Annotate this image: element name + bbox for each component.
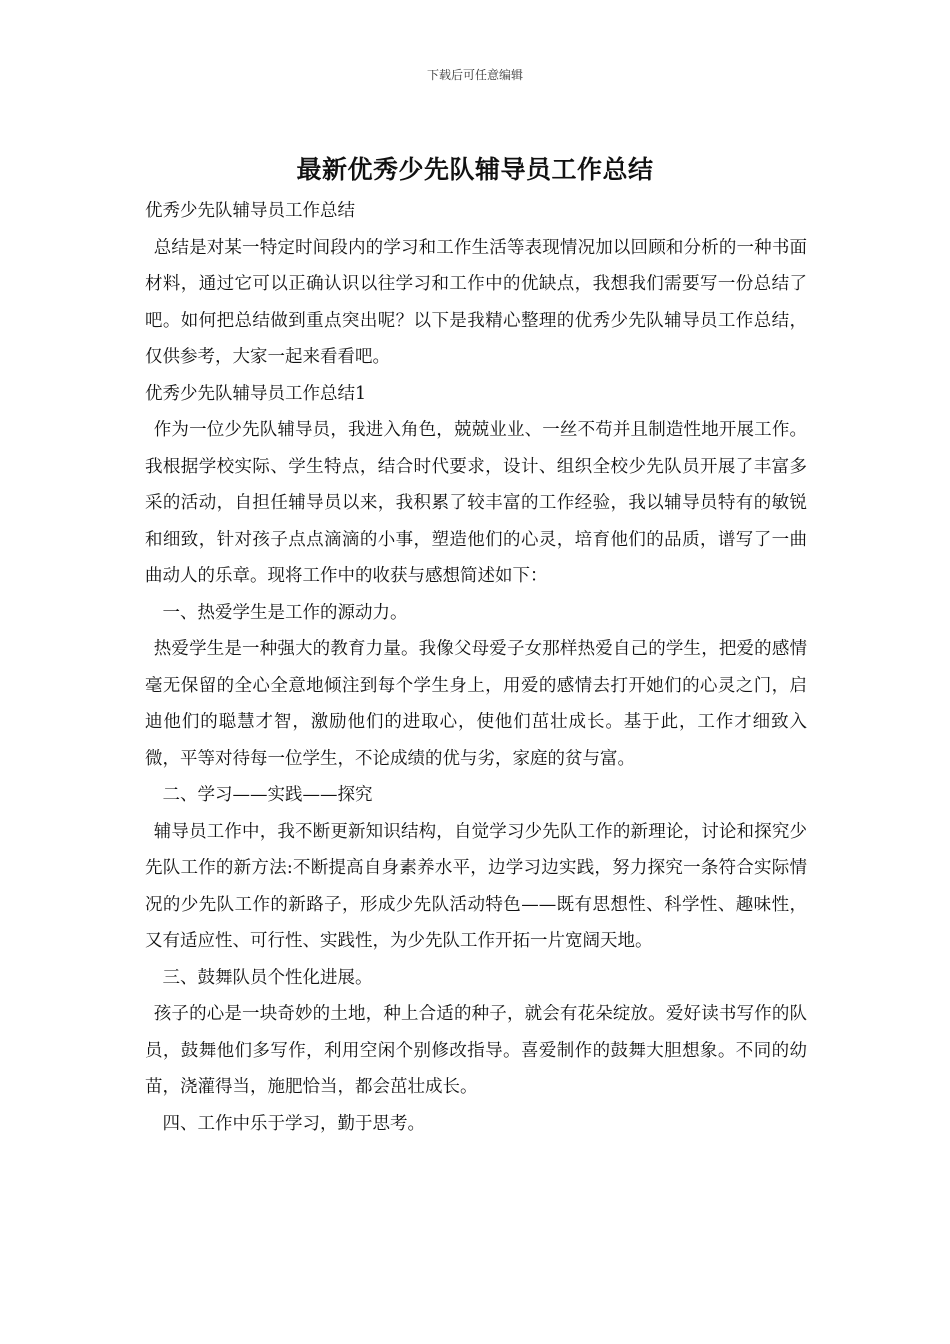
section-heading: 二、学习——实践——探究 <box>162 785 373 805</box>
section-title-1: 优秀少先队辅导员工作总结1 <box>145 383 367 404</box>
body-paragraph: 作为一位少先队辅导员，我进入角色，兢兢业业、一丝不苟并且制造性地开展工作。我根据学校实际、学生特点，结合时代要求，设计、组织全校少先队员开展了丰富多采的活动，自担任辅导员以来，我积累了较丰富的工作经验，我以辅导员特有的敏锐和细致，针对孩子点点滴滴的小事，塑造他们的心灵，培育他们的品质，谱写了一曲曲动人的乐章。现将工作中的收获与感想简述如下： <box>145 420 807 586</box>
body-paragraph: 孩子的心是一块奇妙的土地，种上合适的种子，就会有花朵绽放。爱好读书写作的队员，鼓舞他们多写作，利用空闲个别修改指导。喜爱制作的鼓舞大胆想象。不同的幼苗，浇灌得当，施肥恰当，都会茁壮成长。 <box>145 1004 807 1097</box>
intro-paragraph: 总结是对某一特定时间段内的学习和工作生活等表现情况加以回顾和分析的一种书面材料，通过它可以正确认识以往学习和工作中的优缺点，我想我们需要写一份总结了吧。如何把总结做到重点突出呢？以下是我精心整理的优秀少先队辅导员工作总结，仅供参考，大家一起来看看吧。 <box>145 237 807 367</box>
document-title: 最新优秀少先队辅导员工作总结 <box>296 155 654 184</box>
body-paragraph: 热爱学生是一种强大的教育力量。我像父母爱子女那样热爱自己的学生，把爱的感情毫无保留的全心全意地倾注到每个学生身上，用爱的感情去打开她们的心灵之门，启迪他们的聪慧才智，激励他们的进取心，使他们茁壮成长。基于此，工作才细致入微，平等对待每一位学生，不论成绩的优与劣，家庭的贫与富。 <box>145 639 807 769</box>
section-heading: 四、工作中乐于学习，勤于思考。 <box>162 1113 425 1134</box>
page-header-note: 下载后可任意编辑 <box>426 68 523 82</box>
section-heading: 一、热爱学生是工作的源动力。 <box>162 602 408 623</box>
subtitle-paragraph: 优秀少先队辅导员工作总结 <box>145 201 355 221</box>
body-paragraph: 辅导员工作中，我不断更新知识结构，自觉学习少先队工作的新理论，讨论和探究少先队工作的新方法:不断提高自身素养水平，边学习边实践，努力探究一条符合实际情况的少先队工作的新路子，形成少先队活动特色——既有思想性、科学性、趣味性，又有适应性、可行性、实践性，为少先队工作开拓一片宽阔天地。 <box>145 821 807 951</box>
section-heading: 三、鼓舞队员个性化进展。 <box>162 967 373 988</box>
document-body <box>145 193 807 1142</box>
